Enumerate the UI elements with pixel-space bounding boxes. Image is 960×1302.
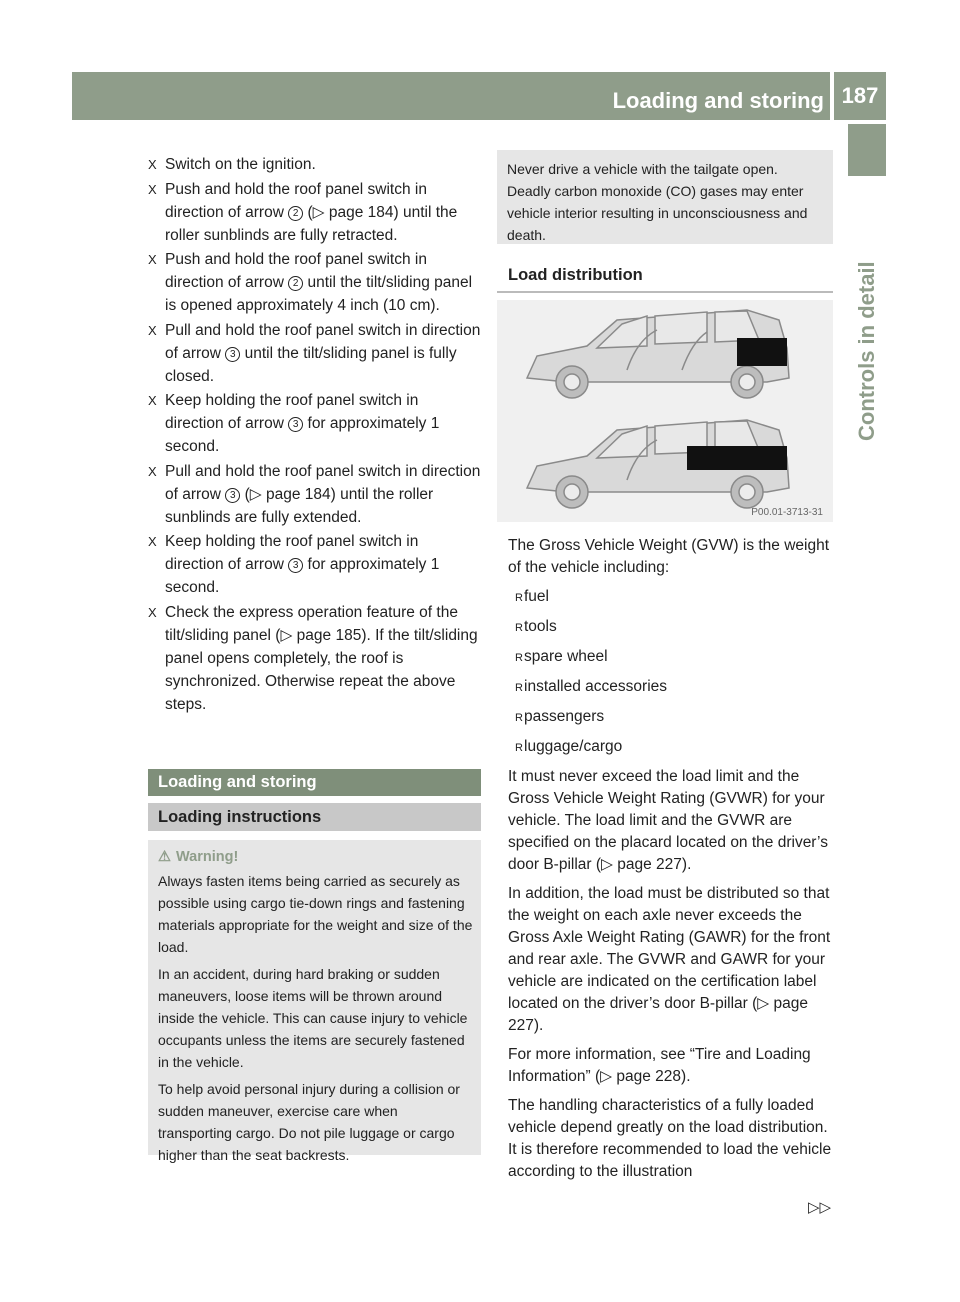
instruction-step [148,460,481,529]
body-paragraph: It must never exceed the load limit and the Gross Vehicle Weight Rating (GVWR) for your vehicle. The load limit and the GVWR are specified on the placard located on the driver’s door B-pillar (▷ page 227). [508,768,828,873]
arrow-number-badge: 3 [225,347,240,362]
body-paragraph: The handling characteristics of a fully loaded vehicle depend greatly on the load distribution. It is therefore recommended to load the vehicle according to the illustration [508,1097,832,1180]
arrow-number-badge: 3 [288,417,303,432]
bullet-icon: R [515,712,523,724]
step-arrow-icon: X [148,604,157,620]
warning-paragraph: Always fasten items being carried as securely as possible using cargo tie-down rings and fastening materials appropriate for the weight and size of the load. [158,873,473,955]
step-text: (▷ page 184) until the roller sunblinds are fully retracted. [165,203,458,244]
instruction-step [148,178,481,247]
step-text: Push and hold the roof panel switch in direction of arrow [165,251,427,291]
instruction-step [148,389,481,458]
danger-note: Never drive a vehicle with the tailgate open. Deadly carbon monoxide (CO) gases may enter vehicle interior resulting in unconsciousness and death. [497,150,833,244]
step-arrow-icon: X [148,181,157,197]
step-text: Switch on the ignition. [165,156,316,173]
list-item: Rinstalled accessories [515,676,834,699]
step-text: Check the express operation feature of the tilt/sliding panel (▷ page 185). If the tilt/sliding panel opens completely, the roof is synchronized. Otherwise repeat the above steps. [165,603,478,713]
step-text: until the tilt/sliding panel is fully closed. [165,344,457,385]
section-heading: Loading and storing [148,769,481,796]
instruction-step [148,601,481,716]
warning-box [148,840,481,1163]
arrow-number-badge: 3 [225,488,240,503]
warning-paragraph: In an accident, during hard braking or sudden maneuvers, loose items will be thrown around inside the vehicle. This can cause injury to vehicle occupants unless the items are securely fastened in the vehicle. [158,966,468,1070]
bullet-icon: R [515,682,523,694]
list-item: Rfuel [515,586,834,609]
arrow-number-badge: 2 [288,276,303,291]
step-text: Keep holding the roof panel switch in direction of arrow [165,533,419,573]
body-paragraph: For more information, see “Tire and Loading Information” (▷ page 228). [508,1046,811,1085]
step-text: for approximately 1 second. [165,415,440,455]
step-arrow-icon: X [148,393,157,408]
subsection-heading: Loading instructions [148,803,481,831]
step-text: Push and hold the roof panel switch in direction of arrow [165,180,427,221]
step-text: for approximately 1 second. [165,556,440,596]
load-distribution-heading: Load distribution [508,266,643,284]
side-tab-label: Controls in detail [854,261,879,441]
bullet-icon: R [515,742,523,754]
side-tab-block [848,124,886,176]
list-item: Rspare wheel [515,646,834,669]
gvw-intro: The Gross Vehicle Weight (GVW) is the weight of the vehicle including: [508,537,830,576]
instruction-step [148,530,481,599]
instruction-step [148,248,481,317]
step-arrow-icon: X [148,157,157,172]
page-section-title: Loading and storing [612,88,824,113]
warning-triangle-icon: ⚠ [158,849,171,865]
cargo-load-block-bottom [687,446,787,470]
step-text: Keep holding the roof panel switch in direction of arrow [165,392,419,432]
list-item: Rluggage/cargo [515,736,834,759]
page-number: 187 [834,72,886,120]
continued-marker: ▷▷ [808,1199,832,1216]
instruction-step [148,153,481,176]
gvw-list [508,586,834,759]
warning-label: Warning! [176,849,239,865]
arrow-number-badge: 2 [288,206,303,221]
load-distribution-figure [497,300,833,522]
step-arrow-icon: X [148,534,157,549]
instruction-step [148,319,481,388]
step-text: Pull and hold the roof panel switch in direction of arrow [165,321,481,362]
arrow-number-badge: 3 [288,558,303,573]
figure-code: P00.01-3713-31 [751,507,823,518]
step-text: Pull and hold the roof panel switch in direction of arrow [165,462,481,503]
body-paragraph: In addition, the load must be distributed so that the weight on each axle never exceeds the Gross Axle Weight Rating (GAWR) for the front and rear axle. The GVWR and GAWR for your vehicle are indicated on the certification label located on the driver’s door B-pillar (▷ page 227). [508,885,831,1034]
bullet-icon: R [515,622,523,634]
step-arrow-icon: X [148,463,157,479]
instruction-steps [148,153,481,717]
step-arrow-icon: X [148,252,157,267]
warning-heading [158,846,475,868]
list-item: Rpassengers [515,706,834,729]
load-distribution-text [508,535,834,1190]
heading-rule [497,291,833,293]
step-text: until the tilt/sliding panel is opened approximately 4 inch (10 cm). [165,274,473,314]
list-item: Rtools [515,616,834,639]
bullet-icon: R [515,592,523,604]
warning-paragraph: To help avoid personal injury during a collision or sudden maneuver, exercise care when transporting cargo. Do not pile luggage or cargo higher than the seat backrests. [158,1081,460,1163]
step-arrow-icon: X [148,322,157,338]
cargo-load-block-top [737,338,787,366]
bullet-icon: R [515,652,523,664]
step-text: (▷ page 184) until the roller sunblinds are fully extended. [165,485,434,526]
